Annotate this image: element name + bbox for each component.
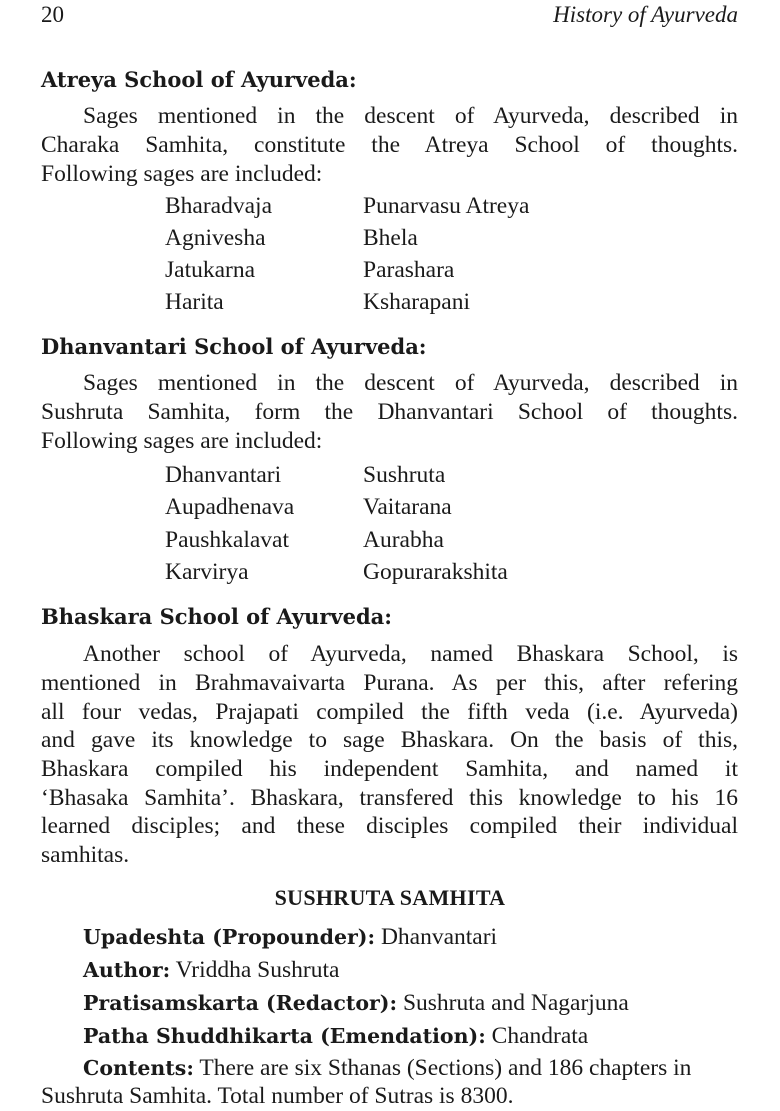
sage-name: Punarvasu Atreya	[363, 193, 530, 219]
sage-name: Gopurarakshita	[363, 559, 508, 585]
paragraph-line: all four vedas, Prajapati compiled the fifth veda (i.e. Ayurveda)	[41, 699, 738, 725]
field-pratisamskarta	[83, 988, 738, 1018]
sage-name: Harita	[165, 289, 224, 315]
sage-name: Parashara	[363, 257, 455, 283]
section-title: SUSHRUTA SAMHITA	[274, 885, 506, 910]
field-contents	[83, 1053, 738, 1083]
section-heading: Bhaskara School of Ayurveda:	[41, 604, 393, 629]
paragraph-line: Following sages are included:	[41, 161, 323, 187]
field-label: Contents:	[83, 1056, 194, 1080]
field-patha-shuddhikarta	[83, 1021, 738, 1051]
sage-name: Vaitarana	[363, 494, 452, 520]
field-value: Vriddha Sushruta	[170, 957, 340, 983]
paragraph-line: samhitas.	[41, 842, 130, 868]
section-heading: Dhanvantari School of Ayurveda:	[41, 334, 427, 359]
sage-name: Karvirya	[165, 559, 249, 585]
sage-name: Agnivesha	[165, 225, 266, 251]
field-value: Sushruta and Nagarjuna	[397, 990, 629, 1016]
sage-name: Aupadhenava	[165, 494, 295, 520]
sage-name: Sushruta	[363, 462, 446, 488]
running-title: History of Ayurveda	[553, 2, 738, 27]
field-value: Chandrata	[485, 1023, 589, 1049]
sage-name: Bhela	[363, 225, 418, 251]
paragraph-line: Sages mentioned in the descent of Ayurveda, described in	[83, 103, 738, 129]
paragraph-line: Sushruta Samhita. Total number of Sutras is 8300.	[41, 1083, 514, 1109]
paragraph-line: Following sages are included:	[41, 428, 323, 454]
field-label: Pratisamskarta (Redactor):	[83, 991, 398, 1015]
sage-name: Bharadvaja	[165, 193, 273, 219]
field-value: There are six Sthanas (Sections) and 186 chapters in	[193, 1055, 692, 1081]
sage-name: Aurabha	[363, 527, 444, 553]
paragraph-line: mentioned in Brahmavaivarta Purana. As per this, after refering	[41, 670, 738, 696]
paragraph-line: and gave its knowledge to sage Bhaskara. On the basis of this,	[41, 727, 738, 753]
paragraph-line: learned disciples; and these disciples compiled their individual	[41, 813, 738, 839]
page-number: 20	[41, 2, 64, 27]
field-label: Author:	[83, 958, 171, 982]
section-heading: Atreya School of Ayurveda:	[41, 67, 357, 92]
paragraph-line: Charaka Samhita, constitute the Atreya School of thoughts.	[41, 132, 738, 158]
sage-name: Jatukarna	[165, 257, 256, 283]
field-label: Patha Shuddhikarta (Emendation):	[83, 1024, 486, 1048]
sage-name: Paushkalavat	[165, 527, 289, 553]
paragraph-line: Sages mentioned in the descent of Ayurveda, described in	[83, 370, 738, 396]
paragraph-line: Bhaskara compiled his independent Samhita, and named it	[41, 756, 738, 782]
paragraph-line: Sushruta Samhita, form the Dhanvantari School of thoughts.	[41, 399, 738, 425]
field-upadeshta	[83, 922, 738, 952]
field-author	[83, 955, 738, 985]
field-label: Upadeshta (Propounder):	[83, 925, 376, 949]
paragraph-line: ‘Bhasaka Samhita’. Bhaskara, transfered this knowledge to his 16	[41, 785, 738, 811]
sage-name: Dhanvantari	[165, 462, 282, 488]
paragraph-line: Another school of Ayurveda, named Bhaskara School, is	[83, 641, 738, 667]
sage-name: Ksharapani	[363, 289, 471, 315]
field-value: Dhanvantari	[375, 924, 498, 950]
